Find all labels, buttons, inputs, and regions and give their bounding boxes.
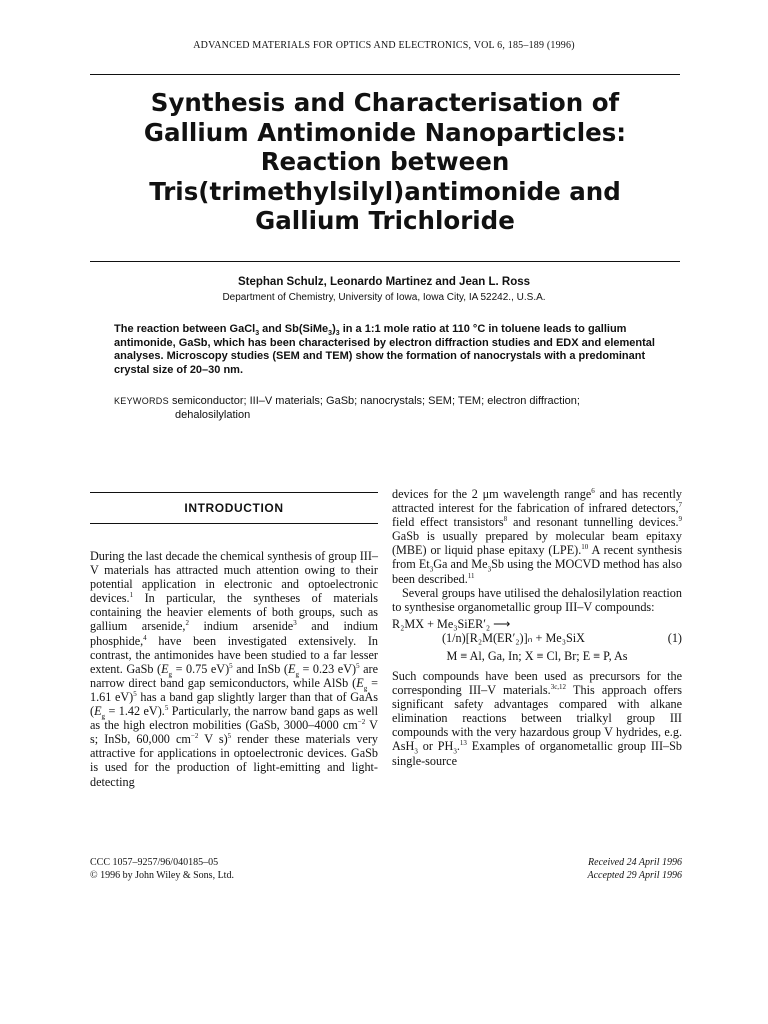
- abstract: [114, 323, 664, 377]
- paragraph: [392, 487, 682, 586]
- citation: 3: [293, 619, 297, 628]
- paragraph: Several groups have utilised the dehalosilylation reaction to synthesise organometallic group III–V compounds:: [392, 585, 682, 614]
- citation: 2: [185, 619, 189, 628]
- paragraph: [392, 669, 682, 768]
- accepted-date: Accepted 29 April 1996: [587, 870, 682, 881]
- equation-number: (1): [667, 630, 682, 645]
- subscript: 3: [255, 330, 260, 338]
- citation: 11: [467, 571, 475, 580]
- text: A recent synthesis from Et: [392, 543, 682, 572]
- symbol: E: [287, 661, 296, 676]
- title-rule: [90, 261, 680, 262]
- subscript: 3: [335, 330, 340, 338]
- subscript: 3: [328, 330, 333, 338]
- right-column: [392, 487, 682, 768]
- affiliation: Department of Chemistry, University of Iowa, Iowa City, IA 52242., U.S.A.: [222, 292, 546, 303]
- title-line-5: Gallium Trichloride: [255, 206, 515, 235]
- citation: 3c,12: [550, 682, 567, 691]
- citation: 5: [164, 703, 169, 712]
- title-line-4: Tris(trimethylsilyl)antimonide and: [149, 176, 621, 206]
- introduction-heading-box: [90, 492, 378, 524]
- text: V s; InSb, 60,000 cm: [90, 718, 378, 747]
- text: field effect transistors: [392, 515, 504, 530]
- subscript: g: [101, 712, 106, 721]
- citation: 8: [503, 515, 508, 524]
- citation: 13: [459, 739, 467, 748]
- subscript: 3: [414, 747, 418, 756]
- subscript: g: [363, 684, 368, 693]
- title-line-2: Gallium Antimonide Nanoparticles:: [143, 117, 627, 147]
- equation-1: [392, 617, 682, 645]
- copyright: © 1996 by John Wiley & Sons, Ltd.: [90, 870, 234, 881]
- superscript: −2: [357, 718, 366, 727]
- abstract-text: ): [332, 323, 336, 335]
- symbol: E: [161, 661, 169, 676]
- subscript: 3: [453, 747, 457, 756]
- text: This approach offers significant safety advantages compared with alkane elimination reactions between trialkyl group III compounds with the very hazardous group V hydrides, e.g. AsH: [392, 683, 682, 754]
- text: and has recently attracted interest for the fabrication of infrared detectors,: [392, 487, 682, 516]
- text: Ga and Me: [433, 557, 488, 572]
- text: = 1.42 eV).: [105, 704, 165, 719]
- citation: 9: [678, 515, 682, 524]
- keywords-list-cont: dehalosilylation: [175, 408, 251, 421]
- left-column: [90, 549, 378, 789]
- authors: Stephan Schulz, Leonardo Martinez and Jean L. Ross: [237, 276, 531, 288]
- text: or PH: [417, 739, 454, 754]
- abstract-text: The reaction between GaCl: [114, 323, 256, 335]
- citation: 5: [227, 732, 232, 741]
- text: and indium phosphide,: [90, 619, 378, 648]
- journal-header: ADVANCED MATERIALS FOR OPTICS AND ELECTRONICS, VOL 6, 185–189 (1996): [193, 40, 575, 51]
- subscript: g: [168, 670, 173, 679]
- text: have been investigated extensively. In contrast, the antimonides have been studied to a far lesser extent. GaSb (: [90, 633, 378, 676]
- paragraph: [90, 549, 378, 789]
- citation: 4: [143, 633, 147, 642]
- subscript: g: [295, 670, 299, 679]
- footer-right: [587, 856, 682, 882]
- text: GaSb is usually prepared by molecular beam epitaxy (MBE) or liquid phase epitaxy (LPE).: [392, 529, 682, 558]
- title-line-1: Synthesis and Characterisation of: [150, 88, 620, 117]
- citation: 6: [591, 486, 595, 495]
- text: devices for the 2 μm wavelength range: [392, 487, 592, 501]
- symbol: E: [356, 675, 364, 690]
- title-line-3: Reaction between: [260, 147, 510, 176]
- text: indium arsenide: [188, 619, 294, 634]
- ccc-code: CCC 1057–9257/96/040185–05: [90, 857, 219, 868]
- equation-definitions: M ≡ Al, Ga, In; X ≡ Cl, Br; E ≡ P, As: [446, 648, 628, 663]
- citation: 7: [678, 501, 682, 510]
- citation: 10: [581, 543, 589, 552]
- subscript: 3: [429, 565, 434, 574]
- text: Sb using the MOCVD method has also been described.: [392, 557, 682, 586]
- citation: 1: [129, 591, 134, 600]
- text: Examples of organometallic group III–Sb single-source: [392, 739, 682, 768]
- text: .: [456, 739, 460, 754]
- text: and resonant tunnelling devices.: [507, 515, 679, 530]
- text: During the last decade the chemical synthesis of group III–V materials has attracted much attention owing to their potential application in electronic and optoelectronic devices.: [90, 549, 379, 606]
- text: render these materials very attractive for applications in optoelectronic devices. GaSb is used for the production of light-emitting and light-detecting: [90, 732, 379, 789]
- text: = 1.61 eV): [90, 675, 379, 704]
- keywords-label: KEYWORDS: [114, 396, 169, 406]
- text: In particular, the syntheses of materials containing the heavier elements of both groups, such as gallium arsenide,: [90, 591, 378, 634]
- text: V s): [198, 732, 228, 747]
- section-heading: INTRODUCTION: [184, 501, 284, 515]
- received-date: Received 24 April 1996: [588, 857, 682, 868]
- symbol: E: [94, 704, 102, 719]
- text: = 0.75 eV): [172, 661, 230, 676]
- text: = 0.23 eV): [298, 661, 357, 676]
- equation-line-2: (1/n)[R₂M(ER′₂)]ₙ + Me₃SiX: [442, 630, 585, 645]
- text: and InSb (: [232, 661, 288, 676]
- subscript: 3: [487, 565, 492, 574]
- paper-title: [90, 88, 680, 236]
- footer-left: [90, 856, 234, 882]
- superscript: −2: [190, 732, 199, 741]
- text: Such compounds have been used as precursors for the corresponding III–V materials.: [392, 668, 682, 698]
- citation: 5: [229, 661, 233, 670]
- citation: 5: [356, 661, 360, 670]
- equation-line-1: R₂MX + Me₃SiER′₂ ⟶: [392, 616, 511, 631]
- text: are narrow direct band gap semiconductors, while AlSb (: [90, 661, 378, 690]
- abstract-text: and Sb(SiMe: [259, 323, 329, 335]
- citation: 5: [133, 689, 137, 698]
- abstract-text: in a 1:1 mole ratio at 110 °C in toluene leads to gallium antimonide, GaSb, which has been characterised by electron diffraction studies and EDX and elemental analyses. Microscopy studies (SEM and TEM) show the formation of nanocrystals with a predominant crystal size of 20–30 nm.: [114, 323, 655, 376]
- keywords: [114, 395, 664, 422]
- text: has a band gap slightly larger than that of GaAs (: [90, 689, 379, 719]
- keywords-list: semiconductor; III–V materials; GaSb; nanocrystals; SEM; TEM; electron diffraction;: [168, 395, 580, 407]
- text: Particularly, the narrow band gaps as well as the high electron mobilities (GaSb, 3000–4000 cm: [90, 704, 378, 733]
- top-rule: [90, 74, 680, 75]
